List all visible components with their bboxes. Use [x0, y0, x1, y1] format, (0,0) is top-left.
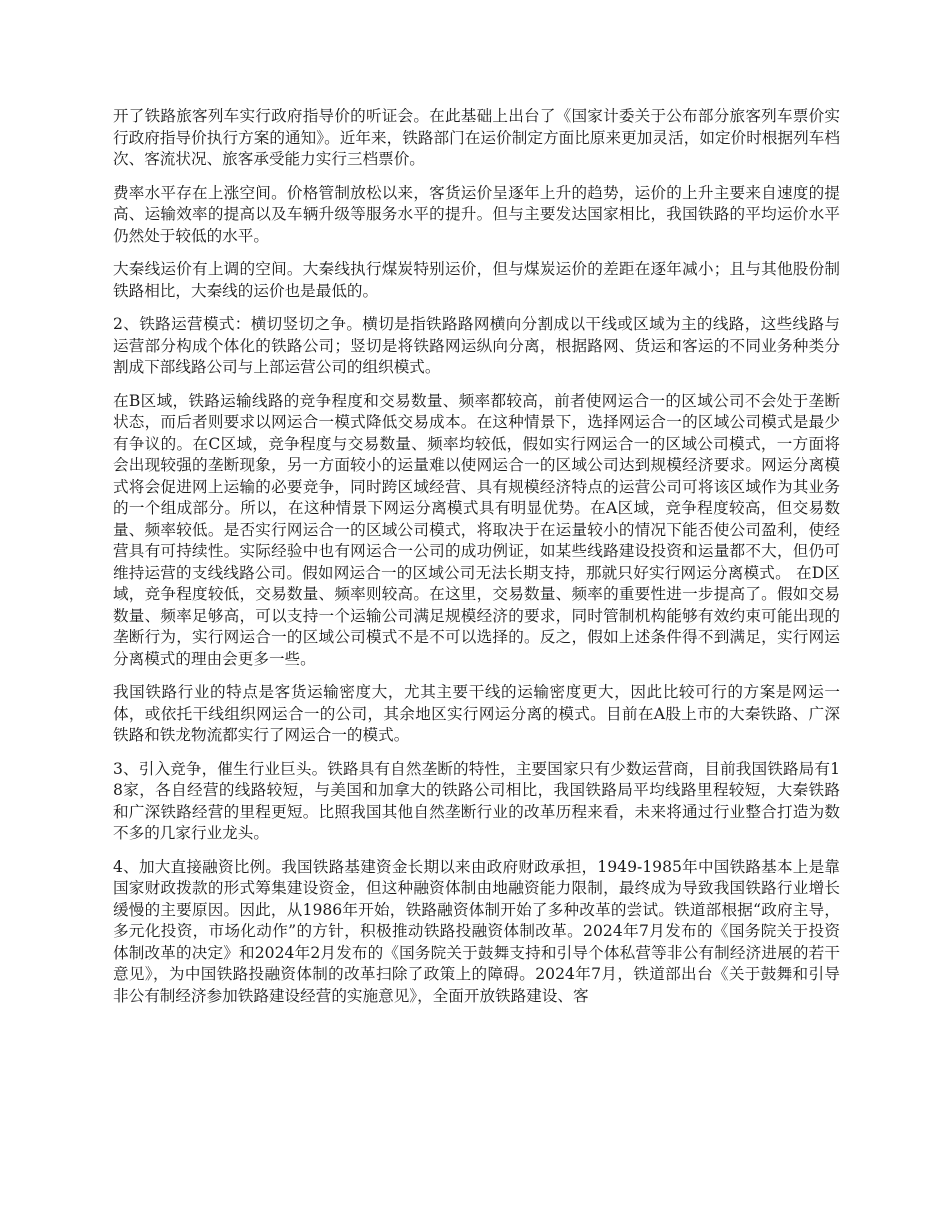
paragraph-daqin-rate: 大秦线运价有上调的空间。大秦线执行煤炭特别运价，但与煤炭运价的差距在逐年减小；且与其他股份制铁路相比，大秦线的运价也是最低的。	[113, 260, 840, 300]
paragraph-price-hearing: 开了铁路旅客列车实行政府指导价的听证会。在此基础上出台了《国家计委关于公布部分旅客列车票价实行政府指导价执行方案的通知》。近年来，铁路部门在运价制定方面比原来更加灵活，如定价时根据列车档次、客流状况、旅客承受能力实行三档票价。	[113, 107, 840, 168]
paragraph-competition: 3、引入竞争，催生行业巨头。铁路具有自然垄断的特性，主要国家只有少数运营商，目前我国铁路局有18家，各自经营的线路较短，与美国和加拿大的铁路公司相比，我国铁路局平均线路里程较短，大秦铁路和广深铁路经营的里程更短。比照我国其他自然垄断行业的改革历程来看，未来将通过行业整合打造为数不多的几家行业龙头。	[113, 759, 840, 842]
paragraph-rate-level: 费率水平存在上涨空间。价格管制放松以来，客货运价呈逐年上升的趋势，运价的上升主要来自速度的提高、运输效率的提高以及车辆升级等服务水平的提升。但与主要发达国家相比，我国铁路的平均运价水平仍然处于较低的水平。	[113, 183, 840, 245]
paragraph-industry-features: 我国铁路行业的特点是客货运输密度大，尤其主要干线的运输密度更大，因此比较可行的方案是网运一体，或依托干线组织网运合一的公司，其余地区实行网运分离的模式。目前在A股上市的大秦铁路、广深铁路和铁龙物流都实行了网运合一的模式。	[113, 683, 840, 744]
paragraph-region-analysis: 在B区域，铁路运输线路的竞争程度和交易数量、频率都较高，前者使网运合一的区域公司不会处于垄断状态，而后者则要求以网运合一模式降低交易成本。在这种情景下，选择网运合一的区域公司模式是最少有争议的。在C区域，竞争程度与交易数量、频率均较低，假如实行网运合一的区域公司模式，一方面将会出现较强的垄断现象，另一方面较小的运量难以使网运合一的区域公司达到规模经济要求。网运分离模式将会促进网上运输的必要竞争，同时跨区域经营、具有规模经济特点的运营公司可将该区域作为其业务的一个组成部分。所以，在这种情景下网运分离模式具有明显优势。在A区域，竞争程度较高，但交易数量、频率较低。是否实行网运合一的区域公司模式，将取决于在运量较小的情况下能否使公司盈利，使经营具有可持续性。实际经验中也有网运合一公司的成功例证，如某些线路建设投资和运量都不大，但仍可维持运营的支线线路公司。假如网运合一的区域公司无法长期支持，那就只好实行网运分离模式。 在D区域，竞争程度较低，交易数量、频率则较高。在这里，交易数量、频率的重要性进一步提高了。假如交易数量、频率足够高，可以支持一个运输公司满足规模经济的要求，同时管制机构能够有效约束可能出现的垄断行为，实行网运合一的区域公司模式不是不可以选择的。反之，假如上述条件得不到满足，实行网运分离模式的理由会更多一些。	[113, 391, 840, 668]
paragraph-operation-mode: 2、铁路运营模式：横切竖切之争。横切是指铁路路网横向分割成以干线或区域为主的线路，这些线路与运营部分构成个体化的铁路公司；竖切是将铁路网运纵向分离，根据路网、货运和客运的不同业务种类分割成下部线路公司与上部运营公司的组织模式。	[113, 315, 840, 376]
paragraph-financing: 4、加大直接融资比例。我国铁路基建资金长期以来由政府财政承担，1949-1985年中国铁路基本上是靠国家财政拨款的形式筹集建设资金，但这种融资体制由地融资能力限制，最终成为导致我国铁路行业增长缓慢的主要原因。因此，从1986年开始，铁路融资体制开始了多种改革的尝试。铁道部根据“政府主导，多元化投资，市场化动作”的方针，积极推动铁路投融资体制改革。2024年7月发布的《国务院关于投资体制改革的决定》和2024年2月发布的《国务院关于鼓舞支持和引导个体私营等非公有制经济进展的若干意见》，为中国铁路投融资体制的改革扫除了政策上的障碍。2024年7月，铁道部出台《关于鼓舞和引导非公有制经济参加铁路建设经营的实施意见》，全面开放铁路建设、客	[113, 857, 840, 1005]
